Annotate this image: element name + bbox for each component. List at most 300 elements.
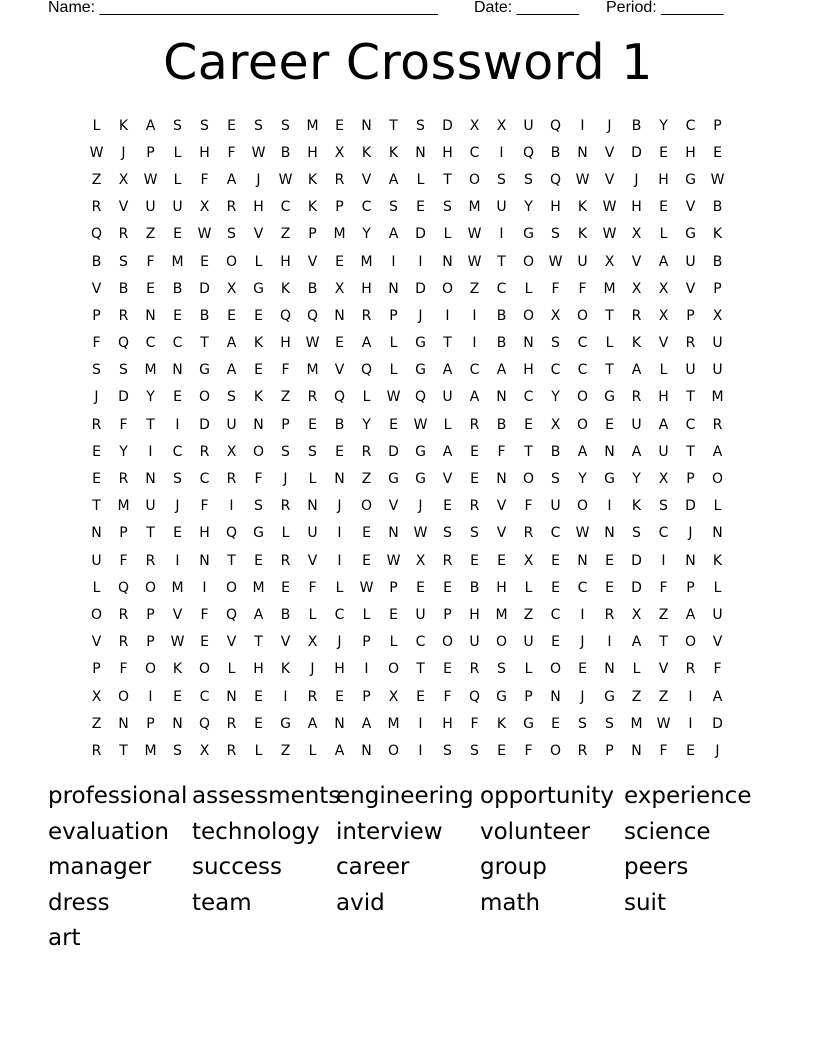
grid-letter[interactable]: N	[118, 715, 129, 732]
grid-letter[interactable]: U	[712, 335, 723, 352]
grid-letter[interactable]: D	[415, 226, 426, 243]
grid-letter[interactable]: E	[281, 579, 290, 596]
grid-letter[interactable]: T	[416, 661, 425, 678]
grid-letter[interactable]: R	[118, 606, 129, 623]
grid-letter[interactable]: O	[198, 661, 211, 678]
grid-letter[interactable]: V	[631, 253, 642, 270]
grid-letter[interactable]: U	[712, 362, 723, 379]
grid-letter[interactable]: I	[148, 443, 153, 460]
grid-letter[interactable]: O	[144, 579, 157, 596]
grid-letter[interactable]: O	[549, 742, 562, 759]
grid-letter[interactable]: E	[497, 552, 506, 569]
period-field[interactable]: Period: _______	[606, 0, 724, 16]
grid-letter[interactable]: W	[467, 226, 482, 243]
grid-letter[interactable]: N	[199, 552, 210, 569]
grid-letter[interactable]: W	[251, 144, 266, 161]
grid-letter[interactable]: X	[415, 552, 426, 569]
grid-letter[interactable]: Q	[117, 335, 130, 352]
grid-letter[interactable]: X	[334, 280, 345, 297]
grid-letter[interactable]: Y	[551, 389, 560, 406]
grid-letter[interactable]: S	[497, 661, 506, 678]
grid-letter[interactable]: U	[145, 498, 156, 515]
grid-letter[interactable]: F	[254, 471, 263, 488]
grid-letter[interactable]: R	[118, 634, 129, 651]
grid-letter[interactable]: G	[415, 443, 426, 460]
grid-letter[interactable]: Q	[360, 362, 373, 379]
grid-letter[interactable]: U	[415, 606, 426, 623]
grid-letter[interactable]: N	[685, 552, 696, 569]
grid-letter[interactable]: V	[91, 634, 102, 651]
grid-letter[interactable]: E	[416, 199, 425, 216]
grid-letter[interactable]: I	[607, 498, 612, 515]
grid-letter[interactable]: U	[550, 498, 561, 515]
grid-letter[interactable]: I	[175, 416, 180, 433]
grid-letter[interactable]: E	[254, 307, 263, 324]
grid-letter[interactable]: S	[632, 525, 641, 542]
grid-letter[interactable]: P	[389, 307, 398, 324]
grid-letter[interactable]: R	[469, 416, 480, 433]
grid-letter[interactable]: E	[389, 416, 398, 433]
grid-letter[interactable]: Z	[91, 171, 102, 188]
grid-letter[interactable]: U	[685, 362, 696, 379]
grid-letter[interactable]: Q	[117, 579, 130, 596]
grid-letter[interactable]: C	[523, 389, 534, 406]
grid-letter[interactable]: K	[307, 171, 318, 188]
grid-letter[interactable]: P	[686, 307, 695, 324]
grid-letter[interactable]: T	[227, 552, 236, 569]
grid-letter[interactable]: E	[551, 715, 560, 732]
grid-letter[interactable]: D	[415, 280, 426, 297]
grid-letter[interactable]: N	[604, 525, 615, 542]
grid-letter[interactable]: H	[199, 525, 210, 542]
grid-letter[interactable]: F	[470, 715, 479, 732]
grid-letter[interactable]: P	[443, 606, 452, 623]
grid-letter[interactable]: J	[634, 171, 639, 188]
grid-letter[interactable]: N	[145, 471, 156, 488]
grid-letter[interactable]: R	[226, 199, 237, 216]
grid-letter[interactable]: M	[171, 579, 184, 596]
grid-letter[interactable]: F	[524, 498, 533, 515]
grid-letter[interactable]: K	[577, 226, 588, 243]
grid-letter[interactable]: S	[551, 335, 560, 352]
grid-letter[interactable]: X	[550, 307, 561, 324]
grid-letter[interactable]: X	[631, 226, 642, 243]
grid-letter[interactable]: F	[713, 661, 722, 678]
grid-letter[interactable]: S	[605, 715, 614, 732]
grid-letter[interactable]: I	[175, 552, 180, 569]
grid-letter[interactable]: M	[171, 253, 184, 270]
grid-letter[interactable]: P	[146, 144, 155, 161]
grid-letter[interactable]: G	[388, 471, 399, 488]
grid-letter[interactable]: V	[685, 280, 696, 297]
grid-letter[interactable]: M	[333, 226, 346, 243]
grid-letter[interactable]: V	[334, 362, 345, 379]
grid-letter[interactable]: K	[712, 552, 723, 569]
grid-letter[interactable]: S	[281, 443, 290, 460]
grid-letter[interactable]: C	[577, 579, 588, 596]
grid-letter[interactable]: H	[253, 661, 264, 678]
grid-letter[interactable]: E	[92, 471, 101, 488]
grid-letter[interactable]: M	[144, 362, 157, 379]
grid-letter[interactable]: Z	[469, 280, 480, 297]
grid-letter[interactable]: C	[658, 525, 669, 542]
grid-letter[interactable]: E	[362, 525, 371, 542]
grid-letter[interactable]: L	[713, 498, 722, 515]
grid-letter[interactable]: A	[631, 634, 642, 651]
grid-letter[interactable]: L	[92, 579, 101, 596]
grid-letter[interactable]: L	[254, 253, 263, 270]
grid-letter[interactable]: R	[631, 307, 642, 324]
grid-letter[interactable]: U	[685, 253, 696, 270]
grid-letter[interactable]: M	[117, 498, 130, 515]
grid-letter[interactable]: U	[145, 199, 156, 216]
grid-letter[interactable]: O	[387, 742, 400, 759]
grid-letter[interactable]: A	[442, 362, 453, 379]
grid-letter[interactable]: F	[524, 742, 533, 759]
grid-letter[interactable]: R	[91, 416, 102, 433]
grid-letter[interactable]: S	[443, 742, 452, 759]
grid-letter[interactable]: L	[308, 606, 317, 623]
grid-letter[interactable]: O	[225, 253, 238, 270]
grid-letter[interactable]: L	[362, 389, 371, 406]
grid-letter[interactable]: G	[415, 335, 426, 352]
grid-letter[interactable]: A	[307, 715, 318, 732]
grid-letter[interactable]: Q	[468, 688, 481, 705]
grid-letter[interactable]: N	[523, 335, 534, 352]
grid-letter[interactable]: P	[146, 606, 155, 623]
grid-letter[interactable]: I	[499, 144, 504, 161]
grid-letter[interactable]: H	[442, 715, 453, 732]
grid-letter[interactable]: W	[575, 525, 590, 542]
grid-letter[interactable]: E	[524, 416, 533, 433]
grid-letter[interactable]: B	[172, 280, 183, 297]
grid-letter[interactable]: Z	[631, 688, 642, 705]
grid-letter[interactable]: W	[89, 144, 104, 161]
grid-letter[interactable]: F	[119, 661, 128, 678]
grid-letter[interactable]: T	[497, 253, 506, 270]
grid-letter[interactable]: X	[631, 606, 642, 623]
grid-letter[interactable]: S	[416, 117, 425, 134]
grid-letter[interactable]: V	[91, 280, 102, 297]
grid-letter[interactable]: X	[226, 443, 237, 460]
grid-letter[interactable]: T	[605, 362, 614, 379]
grid-letter[interactable]: F	[200, 606, 209, 623]
grid-letter[interactable]: R	[334, 171, 345, 188]
grid-letter[interactable]: R	[91, 199, 102, 216]
grid-letter[interactable]: W	[143, 171, 158, 188]
grid-letter[interactable]: L	[308, 471, 317, 488]
grid-letter[interactable]: R	[118, 471, 129, 488]
grid-letter[interactable]: S	[308, 443, 317, 460]
grid-letter[interactable]: X	[604, 253, 615, 270]
grid-letter[interactable]: E	[254, 552, 263, 569]
grid-letter[interactable]: R	[361, 307, 372, 324]
grid-letter[interactable]: B	[712, 253, 723, 270]
grid-letter[interactable]: E	[470, 471, 479, 488]
grid-letter[interactable]: P	[524, 688, 533, 705]
grid-letter[interactable]: D	[388, 443, 399, 460]
grid-letter[interactable]: Y	[119, 443, 128, 460]
grid-letter[interactable]: E	[470, 443, 479, 460]
grid-letter[interactable]: C	[199, 688, 210, 705]
grid-letter[interactable]: B	[118, 280, 129, 297]
grid-letter[interactable]: X	[658, 280, 669, 297]
grid-letter[interactable]: U	[631, 416, 642, 433]
grid-letter[interactable]: A	[712, 688, 723, 705]
grid-letter[interactable]: E	[173, 525, 182, 542]
grid-letter[interactable]: R	[199, 443, 210, 460]
grid-letter[interactable]: E	[335, 688, 344, 705]
grid-letter[interactable]: L	[389, 362, 398, 379]
grid-letter[interactable]: D	[712, 715, 723, 732]
grid-letter[interactable]: V	[604, 144, 615, 161]
grid-letter[interactable]: I	[445, 307, 450, 324]
grid-letter[interactable]: R	[118, 307, 129, 324]
grid-letter[interactable]: M	[306, 362, 319, 379]
grid-letter[interactable]: G	[415, 471, 426, 488]
grid-letter[interactable]: O	[441, 634, 454, 651]
grid-letter[interactable]: J	[337, 498, 342, 515]
grid-letter[interactable]: R	[469, 661, 480, 678]
grid-letter[interactable]: R	[604, 606, 615, 623]
grid-letter[interactable]: U	[469, 634, 480, 651]
grid-letter[interactable]: A	[334, 742, 345, 759]
grid-letter[interactable]: Z	[658, 606, 669, 623]
grid-letter[interactable]: C	[496, 280, 507, 297]
grid-letter[interactable]: V	[307, 253, 318, 270]
grid-letter[interactable]: O	[387, 661, 400, 678]
grid-letter[interactable]: D	[631, 144, 642, 161]
grid-letter[interactable]: V	[442, 471, 453, 488]
grid-letter[interactable]: S	[119, 362, 128, 379]
grid-letter[interactable]: T	[146, 525, 155, 542]
grid-letter[interactable]: B	[496, 416, 507, 433]
grid-letter[interactable]: H	[253, 199, 264, 216]
grid-letter[interactable]: T	[659, 634, 668, 651]
grid-letter[interactable]: V	[226, 634, 237, 651]
grid-letter[interactable]: S	[497, 171, 506, 188]
grid-letter[interactable]: L	[227, 661, 236, 678]
grid-letter[interactable]: Z	[91, 715, 102, 732]
grid-letter[interactable]: X	[226, 280, 237, 297]
grid-letter[interactable]: I	[337, 525, 342, 542]
grid-letter[interactable]: Q	[225, 525, 238, 542]
grid-letter[interactable]: I	[607, 634, 612, 651]
grid-letter[interactable]: G	[604, 471, 615, 488]
grid-letter[interactable]: L	[524, 579, 533, 596]
grid-letter[interactable]: V	[253, 226, 264, 243]
grid-letter[interactable]: S	[92, 362, 101, 379]
grid-letter[interactable]: C	[685, 117, 696, 134]
grid-letter[interactable]: C	[550, 606, 561, 623]
grid-letter[interactable]: I	[418, 253, 423, 270]
grid-letter[interactable]: P	[686, 471, 695, 488]
grid-letter[interactable]: X	[199, 742, 210, 759]
grid-letter[interactable]: U	[442, 389, 453, 406]
grid-letter[interactable]: J	[175, 498, 180, 515]
grid-letter[interactable]: W	[710, 171, 725, 188]
grid-letter[interactable]: S	[173, 742, 182, 759]
grid-letter[interactable]: N	[334, 715, 345, 732]
grid-letter[interactable]: P	[362, 688, 371, 705]
grid-letter[interactable]: O	[90, 606, 103, 623]
grid-letter[interactable]: T	[686, 443, 695, 460]
grid-letter[interactable]: V	[496, 498, 507, 515]
grid-letter[interactable]: F	[497, 443, 506, 460]
grid-letter[interactable]: S	[389, 199, 398, 216]
grid-letter[interactable]: C	[550, 362, 561, 379]
grid-letter[interactable]: F	[119, 416, 128, 433]
grid-letter[interactable]: I	[472, 307, 477, 324]
grid-letter[interactable]: I	[580, 606, 585, 623]
grid-letter[interactable]: R	[226, 471, 237, 488]
grid-letter[interactable]: R	[307, 389, 318, 406]
grid-letter[interactable]: L	[443, 226, 452, 243]
grid-letter[interactable]: G	[685, 171, 696, 188]
grid-letter[interactable]: S	[281, 117, 290, 134]
grid-letter[interactable]: P	[146, 715, 155, 732]
grid-letter[interactable]: O	[576, 389, 589, 406]
grid-letter[interactable]: F	[200, 171, 209, 188]
grid-letter[interactable]: H	[280, 335, 291, 352]
grid-letter[interactable]: H	[469, 606, 480, 623]
grid-letter[interactable]: R	[631, 389, 642, 406]
grid-letter[interactable]: P	[308, 226, 317, 243]
grid-letter[interactable]: E	[173, 389, 182, 406]
grid-letter[interactable]: C	[469, 144, 480, 161]
grid-letter[interactable]: Y	[578, 471, 587, 488]
grid-letter[interactable]: R	[307, 688, 318, 705]
grid-letter[interactable]: J	[418, 307, 423, 324]
grid-letter[interactable]: Y	[146, 389, 155, 406]
grid-letter[interactable]: N	[604, 443, 615, 460]
grid-letter[interactable]: R	[712, 416, 723, 433]
grid-letter[interactable]: J	[580, 634, 585, 651]
grid-letter[interactable]: R	[280, 552, 291, 569]
grid-letter[interactable]: C	[172, 443, 183, 460]
grid-letter[interactable]: N	[307, 498, 318, 515]
grid-letter[interactable]: T	[524, 443, 533, 460]
grid-letter[interactable]: U	[226, 416, 237, 433]
grid-letter[interactable]: R	[91, 742, 102, 759]
grid-letter[interactable]: N	[334, 471, 345, 488]
grid-letter[interactable]: P	[281, 416, 290, 433]
grid-letter[interactable]: H	[685, 144, 696, 161]
grid-letter[interactable]: L	[173, 144, 182, 161]
grid-letter[interactable]: V	[658, 335, 669, 352]
grid-letter[interactable]: U	[307, 525, 318, 542]
grid-letter[interactable]: I	[364, 661, 369, 678]
grid-letter[interactable]: S	[254, 498, 263, 515]
grid-letter[interactable]: G	[496, 688, 507, 705]
grid-letter[interactable]: W	[548, 253, 563, 270]
grid-letter[interactable]: Y	[362, 416, 371, 433]
grid-letter[interactable]: E	[416, 688, 425, 705]
grid-letter[interactable]: B	[496, 335, 507, 352]
grid-letter[interactable]: O	[225, 579, 238, 596]
grid-letter[interactable]: L	[713, 579, 722, 596]
grid-letter[interactable]: P	[119, 525, 128, 542]
grid-letter[interactable]: O	[441, 280, 454, 297]
grid-letter[interactable]: W	[602, 226, 617, 243]
grid-letter[interactable]: F	[308, 579, 317, 596]
name-field[interactable]: Name: ______________________________________	[48, 0, 438, 16]
grid-letter[interactable]: Q	[414, 389, 427, 406]
grid-letter[interactable]: T	[254, 634, 263, 651]
grid-letter[interactable]: U	[172, 199, 183, 216]
grid-letter[interactable]: W	[575, 171, 590, 188]
grid-letter[interactable]: N	[145, 307, 156, 324]
grid-letter[interactable]: Z	[361, 471, 372, 488]
grid-letter[interactable]: D	[442, 117, 453, 134]
grid-letter[interactable]: L	[659, 362, 668, 379]
grid-letter[interactable]: X	[199, 199, 210, 216]
grid-letter[interactable]: F	[551, 280, 560, 297]
grid-letter[interactable]: N	[172, 362, 183, 379]
grid-letter[interactable]: E	[335, 335, 344, 352]
grid-letter[interactable]: C	[415, 634, 426, 651]
grid-letter[interactable]: B	[307, 280, 318, 297]
grid-letter[interactable]: F	[281, 362, 290, 379]
grid-letter[interactable]: N	[334, 307, 345, 324]
grid-letter[interactable]: J	[310, 661, 315, 678]
grid-letter[interactable]: V	[658, 661, 669, 678]
grid-letter[interactable]: S	[119, 253, 128, 270]
grid-letter[interactable]: F	[659, 742, 668, 759]
grid-letter[interactable]: E	[254, 715, 263, 732]
grid-letter[interactable]: M	[711, 389, 724, 406]
grid-letter[interactable]: N	[604, 661, 615, 678]
grid-letter[interactable]: T	[92, 498, 101, 515]
grid-letter[interactable]: N	[550, 688, 561, 705]
grid-letter[interactable]: S	[173, 471, 182, 488]
grid-letter[interactable]: R	[685, 661, 696, 678]
grid-letter[interactable]: X	[550, 416, 561, 433]
grid-letter[interactable]: E	[605, 552, 614, 569]
grid-letter[interactable]: L	[632, 661, 641, 678]
grid-letter[interactable]: L	[92, 117, 101, 134]
grid-letter[interactable]: F	[227, 144, 236, 161]
grid-letter[interactable]: D	[199, 416, 210, 433]
grid-letter[interactable]: N	[172, 715, 183, 732]
grid-letter[interactable]: E	[605, 416, 614, 433]
grid-letter[interactable]: T	[200, 335, 209, 352]
grid-letter[interactable]: E	[416, 579, 425, 596]
grid-letter[interactable]: R	[361, 443, 372, 460]
grid-letter[interactable]: T	[605, 307, 614, 324]
grid-letter[interactable]: W	[602, 199, 617, 216]
grid-letter[interactable]: Y	[632, 471, 641, 488]
grid-letter[interactable]: X	[118, 171, 129, 188]
grid-letter[interactable]: S	[227, 389, 236, 406]
grid-letter[interactable]: O	[144, 661, 157, 678]
grid-letter[interactable]: P	[686, 579, 695, 596]
grid-letter[interactable]: E	[173, 307, 182, 324]
grid-letter[interactable]: O	[711, 471, 724, 488]
grid-letter[interactable]: W	[656, 715, 671, 732]
grid-letter[interactable]: O	[117, 688, 130, 705]
grid-letter[interactable]: B	[199, 307, 210, 324]
grid-letter[interactable]: W	[278, 171, 293, 188]
grid-letter[interactable]: X	[469, 117, 480, 134]
grid-letter[interactable]: M	[630, 715, 643, 732]
grid-letter[interactable]: S	[254, 117, 263, 134]
grid-letter[interactable]: P	[335, 199, 344, 216]
grid-letter[interactable]: F	[119, 552, 128, 569]
grid-letter[interactable]: V	[496, 525, 507, 542]
grid-letter[interactable]: O	[576, 307, 589, 324]
grid-letter[interactable]: E	[200, 253, 209, 270]
